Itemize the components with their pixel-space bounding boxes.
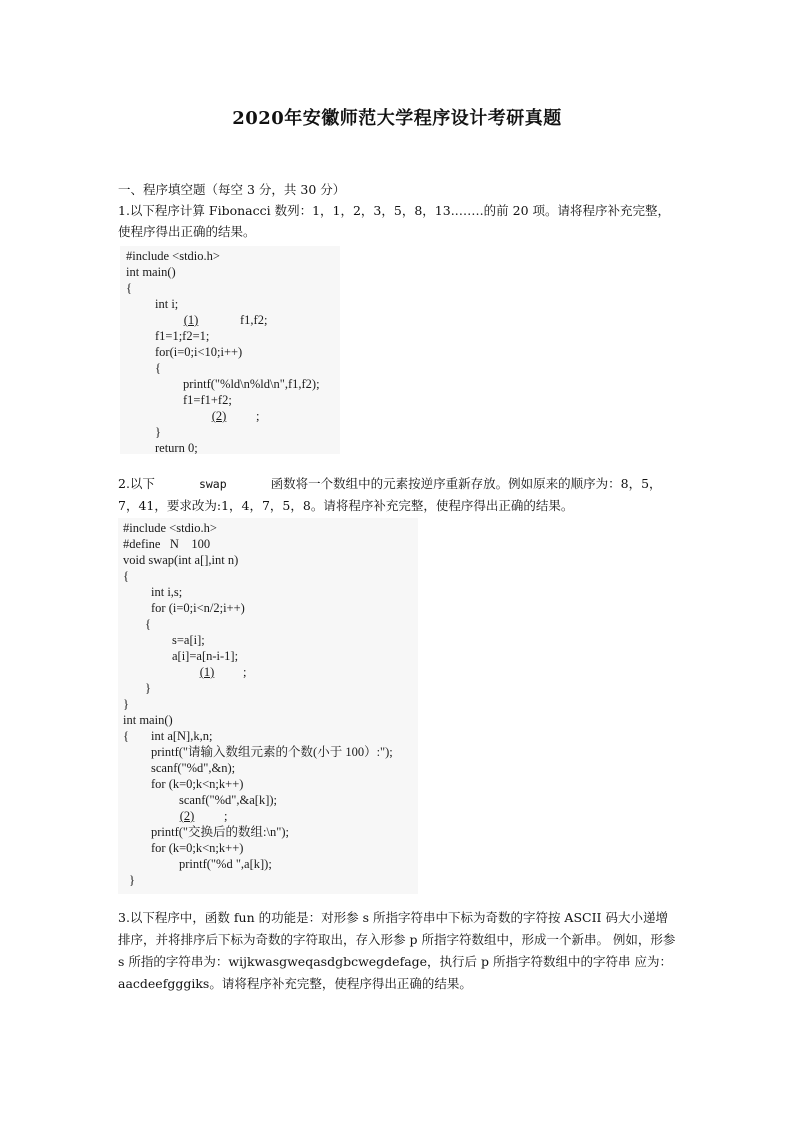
code-line: f1,f2;: [240, 313, 268, 327]
code-line: int main(): [123, 713, 173, 727]
question-2-text: [118, 473, 678, 516]
question-3-text: 3.以下程序中，函数 fun 的功能是：对形参 s 所指字符串中下标为奇数的字符按 ASCII 码大小递增 排序，并将排序后下标为奇数的字符取出，存入形参 p 所指字符数组中，形成一个新串。 例如，形参 s 所指的字符串为：wijkwasgweqasdgbcwegdefage，执行后 p 所指字符数组中的字符串 应为：aacdeefgggiks。请将程序补充完整，使程序得出正确的结果。: [118, 910, 676, 991]
code-line: s=a[i];: [172, 633, 205, 647]
code-line: }: [145, 681, 151, 695]
code-line: scanf("%d",&a[k]);: [179, 793, 278, 807]
code-line: f1=f1+f2;: [183, 393, 232, 407]
code-line: void swap(int a[],int n): [123, 553, 239, 567]
code-line: ;: [243, 665, 247, 679]
code-line: {: [123, 729, 129, 743]
code-line: printf("%ld\n%ld\n",f1,f2);: [183, 377, 320, 391]
code-line: }: [129, 873, 135, 887]
code-line: #include <stdio.h>: [126, 249, 220, 263]
code-line: f1=1;f2=1;: [155, 329, 210, 343]
code-line: a[i]=a[n-i-1];: [172, 649, 239, 663]
code-line: for (k=0;k<n;k++): [151, 777, 244, 791]
blank-2: (2): [211, 409, 227, 423]
code-line: int i;: [155, 297, 179, 311]
code-line: }: [155, 425, 161, 439]
code-line: for (k=0;k<n;k++): [151, 841, 244, 855]
page-title: 2020年安徽师范大学程序设计考研真题: [232, 108, 562, 129]
code-line: printf("交换后的数组:\n");: [151, 825, 289, 839]
code-line: scanf("%d",&n);: [151, 761, 236, 775]
code-line: for(i=0;i<10;i++): [155, 345, 243, 359]
code-line: {: [155, 361, 161, 375]
blank-2: (2): [179, 809, 195, 823]
code-line: int main(): [126, 265, 176, 279]
code-line: {: [145, 617, 151, 631]
code-line: #define N 100: [123, 537, 211, 551]
code-line: {: [126, 281, 132, 295]
code-line: for (i=0;i<n/2;i++): [151, 601, 245, 615]
code-line: int a[N],k,n;: [151, 729, 213, 743]
q2-func-name: swap: [198, 477, 227, 491]
blank-1: (1): [199, 665, 215, 679]
code-line: printf("请输入数组元素的个数(小于 100）:");: [151, 745, 393, 759]
blank-1: (1): [183, 313, 199, 327]
code-line: }: [123, 697, 129, 711]
question-1-text: 1.以下程序计算 Fibonacci 数列：1，1，2，3，5，8，13.…….的前 20 项。请将程序补充完整，使程序得出正确的结果。: [118, 203, 670, 239]
code-line: ;: [256, 409, 260, 423]
q2-prefix: 2.以下: [118, 476, 155, 491]
section-heading: 一、程序填空题（每空 3 分，共 30 分）: [118, 182, 346, 197]
q2-description: 函数将一个数组中的元素按逆序重新存放。例如原来的顺序为：8，5，7，41，要求改为:1，4，7，5，8。请将程序补充完整，使程序得出正确的结果。: [118, 476, 662, 513]
code-line: {: [123, 569, 129, 583]
code-line: int i,s;: [151, 585, 183, 599]
code-line: return 0;: [155, 441, 198, 455]
code-line: ;: [224, 809, 228, 823]
code-line: printf("%d ",a[k]);: [179, 857, 272, 871]
code-line: #include <stdio.h>: [123, 521, 217, 535]
